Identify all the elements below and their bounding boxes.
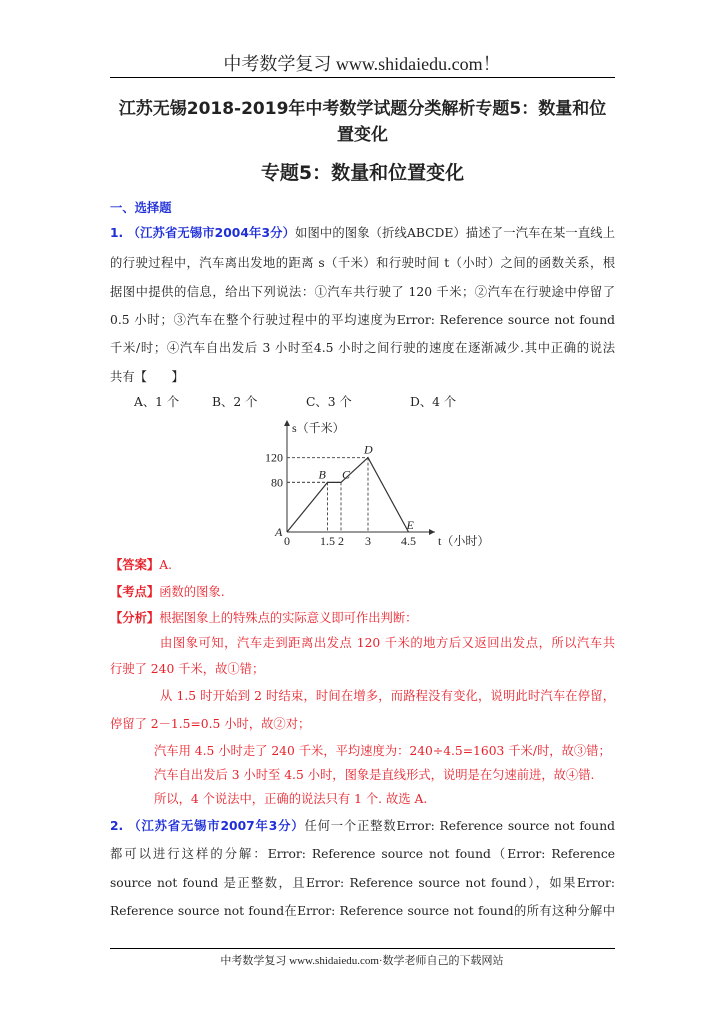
q2-source: 2. （江苏省无锡市2007年3分） bbox=[110, 819, 305, 833]
analysis-line: 汽车用 4.5 小时走了 240 千米，平均速度为：240÷4.5=1603 千米/时，故③错； bbox=[154, 744, 611, 758]
answer-label: 【答案】 bbox=[110, 558, 160, 572]
q2-text: 任何一个正整数Error: Reference source not found bbox=[304, 819, 615, 833]
point-label-D: D bbox=[364, 442, 373, 457]
document-title-cont: 置变化 bbox=[337, 125, 388, 145]
q1-line: 的行驶过程中，汽车离出发地的距离 s（千米）和行驶时间 t（小时）之间的函数关系，根 bbox=[110, 256, 615, 270]
y-tick-label: 120 bbox=[265, 450, 283, 465]
analysis-label: 【分析】 bbox=[110, 611, 160, 625]
answer-line bbox=[110, 557, 615, 573]
point-label-E: E bbox=[406, 518, 414, 532]
point-label-C: C bbox=[342, 467, 351, 482]
analysis-line: 由图象可知，汽车走到距离出发点 120 千米的地方后又返回出发点，所以汽车共 bbox=[160, 636, 615, 650]
x-tick-label: 4.5 bbox=[401, 534, 416, 548]
answer-text: A. bbox=[159, 558, 172, 572]
analysis-line: 从 1.5 时开始到 2 时结束，时间在增多，而路程没有变化，说明此时汽车在停留， bbox=[160, 689, 615, 703]
section-heading: 一、选择题 bbox=[110, 201, 172, 215]
x-tick-label: 2 bbox=[338, 534, 344, 548]
page-footer: 中考数学复习 www.shidaiedu.com·数学老师自己的下载网站 bbox=[220, 955, 504, 967]
x-axis-arrow bbox=[429, 529, 435, 535]
q2-line bbox=[110, 818, 615, 834]
analysis-line: 停留了 2－1.5=0.5 小时，故②对； bbox=[110, 717, 311, 731]
analysis-line: 行驶了 240 千米，故①错； bbox=[110, 662, 265, 676]
point-line bbox=[110, 584, 615, 600]
q2-line: source not found 是正整数，且Error: Reference source not found），如果Error: bbox=[110, 876, 615, 890]
analysis-line: 汽车自出发后 3 小时至 4.5 小时，图象是直线形式，说明是在匀速前进，故④错. bbox=[154, 768, 595, 782]
topic-subtitle: 专题5：数量和位置变化 bbox=[260, 162, 465, 184]
option-d: D、4 个 bbox=[410, 395, 457, 409]
q1-line: 千米/时；④汽车自出发后 3 小时至4.5 小时之间行驶的速度在逐渐减少.其中正确的说法 bbox=[110, 341, 615, 355]
point-text: 函数的图象. bbox=[159, 585, 225, 599]
q1-line: 据图中提供的信息，给出下列说法：①汽车共行驶了 120 千米；②汽车在行驶途中停留了 bbox=[110, 285, 615, 299]
analysis-line bbox=[110, 610, 615, 626]
q1-text: 如图中的图象（折线ABCDE）描述了一汽车在某一直线上 bbox=[295, 226, 615, 240]
analysis-line: 所以，4 个说法中，正确的说法只有 1 个. 故选 A. bbox=[154, 792, 428, 806]
y-axis-arrow bbox=[284, 420, 290, 426]
x-tick-label: 1.5 bbox=[320, 534, 335, 548]
document-title: 江苏无锡2018-2019年中考数学试题分类解析专题5：数量和位 bbox=[118, 99, 607, 119]
point-label: 【考点】 bbox=[110, 585, 160, 599]
analysis-text: 根据图象上的特殊点的实际意义即可作出判断： bbox=[159, 611, 418, 625]
q1-line: 0.5 小时；③汽车在整个行驶过程中的平均速度为Error: Reference source not found bbox=[110, 313, 615, 327]
x-tick-label: 3 bbox=[365, 534, 371, 548]
point-label-A: A bbox=[275, 525, 283, 539]
q1-line: 共有【 】 bbox=[110, 370, 184, 384]
page-header: 中考数学复习 www.shidaiedu.com！ bbox=[223, 54, 501, 74]
y-tick-label: 80 bbox=[271, 475, 283, 490]
q2-line: 都可以进行这样的分解：Error: Reference source not found（Error: Reference bbox=[110, 847, 615, 861]
x-tick-label: 0 bbox=[284, 534, 290, 548]
q1-source: 1. （江苏省无锡市2004年3分） bbox=[110, 226, 296, 240]
option-a: A、1 个 bbox=[134, 395, 180, 409]
y-axis-label: s（千米） bbox=[292, 421, 345, 435]
option-c: C、3 个 bbox=[306, 395, 352, 409]
footer-rule bbox=[110, 948, 615, 949]
option-b: B、2 个 bbox=[212, 395, 258, 409]
point-label-B: B bbox=[318, 467, 326, 482]
x-axis-label: t（小时） bbox=[438, 534, 490, 548]
q2-line: Reference source not found在Error: Reference source not found的所有这种分解中 bbox=[110, 904, 615, 918]
